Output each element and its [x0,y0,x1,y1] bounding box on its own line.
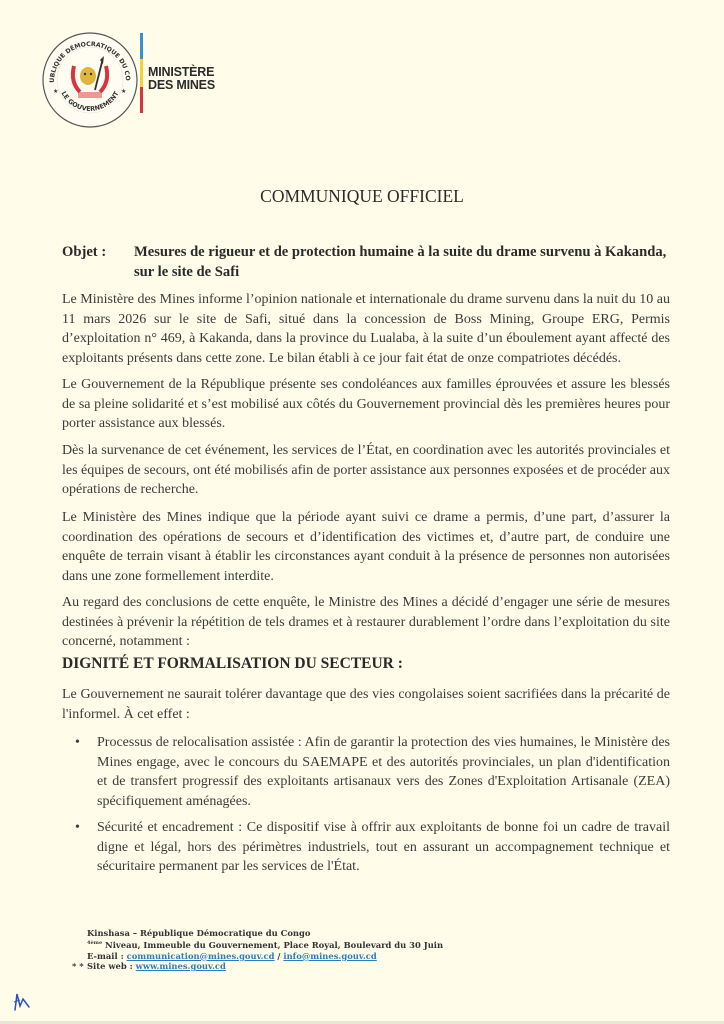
footer-address-text: Niveau, Immeuble du Gouvernement, Place Royal, Boulevard du 30 Juin [102,940,444,951]
paragraph-2: Le Gouvernement de la République présente ses condoléances aux familles éprouvées et assure les blessés de sa pleine solidarité et s’est mobilisé aux côtés du Gouvernement provincial dès les premières heures pour porter assistance aux blessés. [62,377,670,432]
email-link-info[interactable]: info@mines.gouv.cd [283,950,377,961]
svg-text:★: ★ [53,89,59,95]
bullet-icon: • [75,820,80,835]
paragraph-3: Dès la survenance de cet événement, les services de l’État, en coordination avec les autorités provinciales et les équipes de secours, ont été mobilisés afin de porter assistance aux personnes exposées et de procéder aux opérations de recherche. [62,443,671,498]
list-item-text: Processus de relocalisation assistée : Afin de garantir la protection des vies humaines, le Ministère des Mines engage, avec le concours du SAEMAPE et des autorités provinciales, un plan d'identification et de transfert progressif des exploitants artisanaux vers des Zones d'Exploitation Artisanale (ZEA) spécifiquement aménagées. [97,735,670,809]
footer-site-label: Site web : [87,961,136,972]
list-item [62,733,670,811]
list-item-text: Sécurité et encadrement : Ce dispositif vise à offrir aux exploitants de bonne foi un cadre de travail digne et légal, hors des périmètres industriels, tout en assurant un accompagnement technique et sécuritaire permanent par les services de l'État. [97,820,670,875]
subject-line [62,242,682,282]
footer-email-label: E-mail : [87,950,127,961]
footer-address-line2 [87,938,443,950]
footer-site-prefix: * * [72,961,84,972]
email-link-communication[interactable]: communication@mines.gouv.cd [126,950,275,961]
document-title: COMMUNIQUE OFFICIEL [260,186,464,206]
ministry-name-line2: DES MINES [148,78,215,92]
paragraph-1: Le Ministère des Mines informe l’opinion nationale et internationale du drame survenu dans la nuit du 10 au 11 mars 2026 sur le site de Safi, situé dans la concession de Boss Mining, Groupe ERG, Permis d’exploitation n° 469, à Kakanda, dans la province du Lualaba, à la suite d’un éboulement ayant affecté des exploitants présents dans cette zone. Le bilan établi à ce jour fait état de onze compatriotes décédés. [62,292,670,366]
bullet-icon: • [75,735,80,750]
ministry-name-line1: MINISTÈRE [148,65,215,79]
ministry-name [148,66,215,92]
handwritten-initials-icon [10,990,32,1012]
section-heading: DIGNITÉ ET FORMALISATION DU SECTEUR : [62,655,403,672]
footer-address-line1: Kinshasa – République Démocratique du Congo [87,928,311,938]
congo-coat-of-arms-icon [40,30,140,130]
footer-floor-sup: 4ème [87,940,103,947]
footer-contact [72,928,444,972]
paragraph-4: Le Ministère des Mines indique que la période ayant suivi ce drame a permis, d’une part, d’assurer la coordination des opérations de secours et d’identification des victimes et, d’autre part, de conduire une enquête de terrain visant à établir les circonstances ayant conduit à la présence de personnes non autorisées dans une zone formellement interdite. [62,510,670,584]
list-item [62,818,670,877]
seal-top-text: UBLIQUE DÉMOCRATIQUE DU CO [48,40,132,83]
footer-email-separator: / [274,950,284,961]
subject-text: Mesures de rigueur et de protection humaine à la suite du drame survenu à Kakanda, sur le site de Safi [134,244,667,280]
section-intro: Le Gouvernement ne saurait tolérer davantage que des vies congolaises soient sacrifiées dans la précarité de l'informel. À cet effet : [62,687,670,722]
footer-email-line [87,951,443,961]
website-link[interactable]: www.mines.gouv.cd [135,961,226,972]
seal-bottom-text: LE GOUVERNEMENT [59,89,121,113]
footer-site-line [72,961,443,972]
flag-stripe [140,33,143,113]
svg-text:★: ★ [121,89,127,95]
paragraph-5: Au regard des conclusions de cette enquête, le Ministre des Mines a décidé d’engager une série de mesures destinées à prévenir la répétition de tels drames et à restaurer durablement l’ordre dans l’exploitation du site concerné, notamment : [62,595,670,650]
subject-label: Objet : [62,244,107,260]
